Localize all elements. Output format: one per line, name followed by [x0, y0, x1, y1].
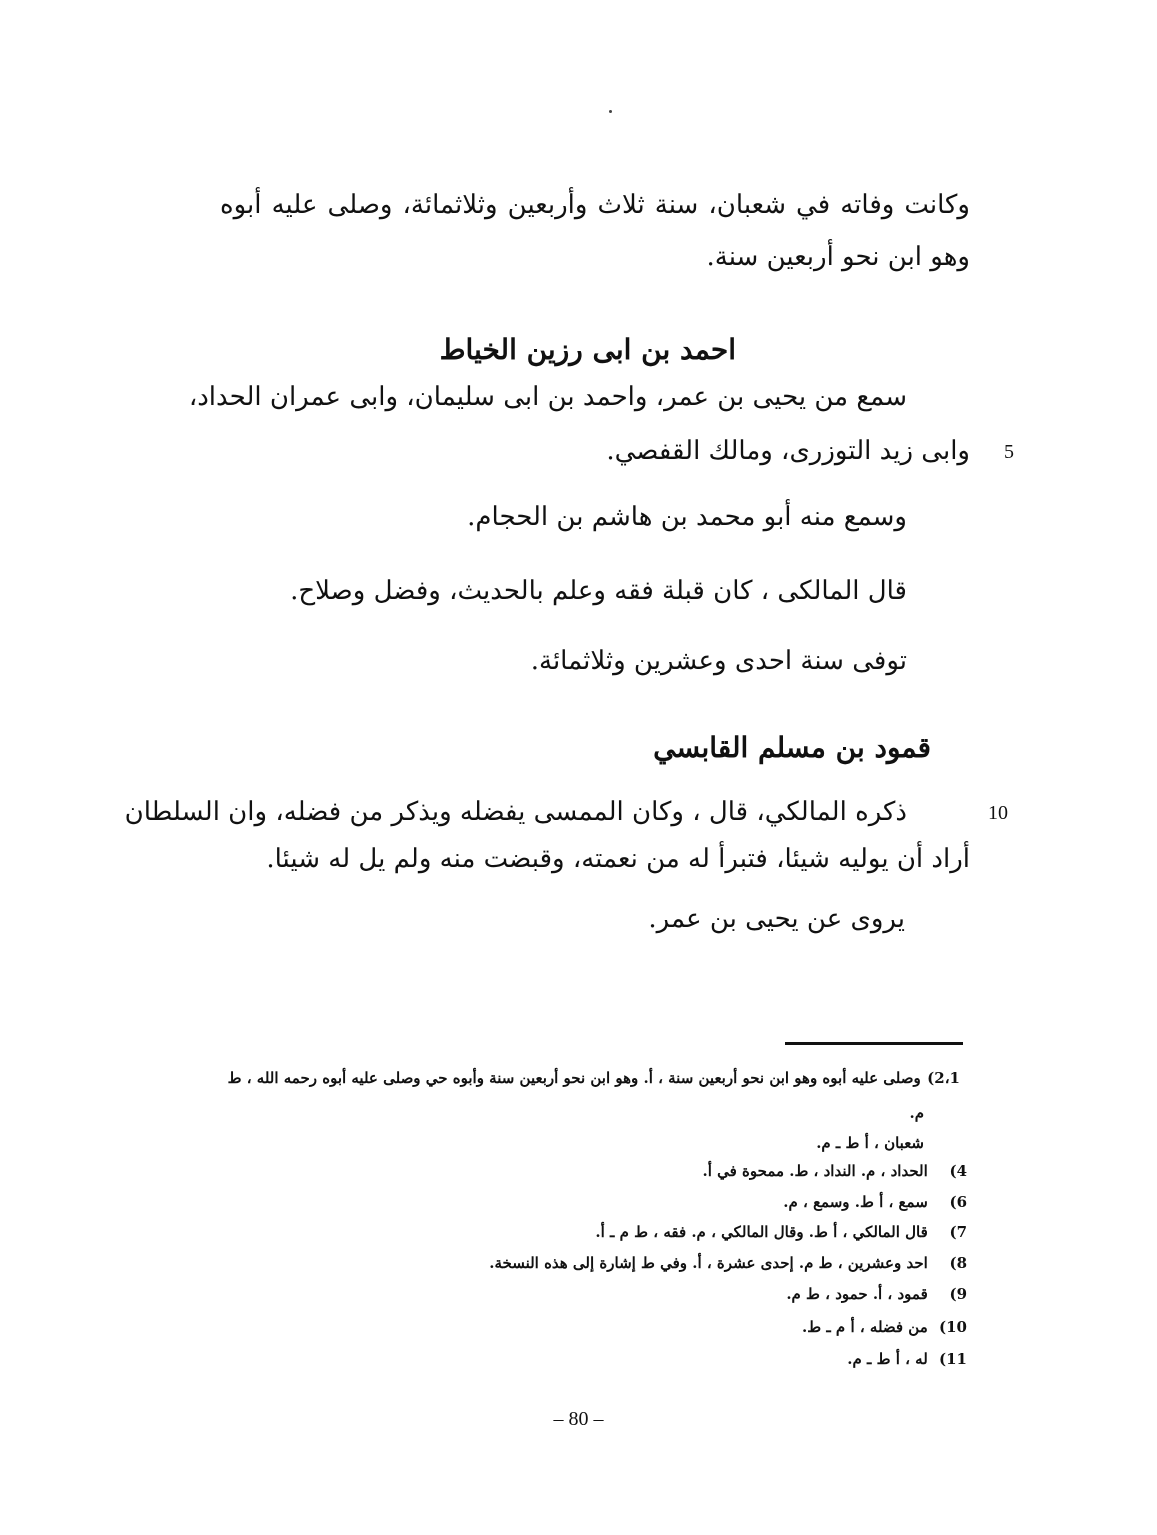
- entry2-line3: وسمع منه أبو محمد بن هاشم بن الحجام.: [467, 502, 907, 532]
- footnote-number: 10): [939, 1318, 967, 1336]
- footnote-text: احد وعشرين ، ط م. إحدى عشرة ، أ. وفي ط إشارة إلى هذه النسخة.: [489, 1254, 928, 1272]
- footnote-item: [703, 1162, 967, 1180]
- footnote-number: 2،1): [927, 1069, 960, 1087]
- entry2-line4: قال المالكى ، كان قبلة فقه وعلم بالحديث، وفضل وصلاح.: [290, 576, 907, 606]
- entry2-line5: توفى سنة احدى وعشرين وثلاثمائة.: [530, 646, 907, 676]
- entry3-line3: يروى عن يحيى بن عمر.: [648, 904, 905, 934]
- footnote-text: له ، أ ط ـ م.: [847, 1350, 928, 1368]
- footnote-item: [786, 1285, 967, 1303]
- entry2-line1: سمع من يحيى بن عمر، واحمد بن ابى سليمان، وابى عمران الحداد،: [188, 382, 907, 412]
- footnote-text: شعبان ، أ ط ـ م.: [816, 1134, 924, 1152]
- footnote-number: 9): [949, 1285, 967, 1303]
- footnote-item: [847, 1350, 967, 1368]
- scan-speck: [609, 110, 612, 113]
- footnote-text: سمع ، أ ط. وسمع ، م.: [783, 1193, 928, 1211]
- footnote-number: 4): [949, 1162, 967, 1180]
- footnote-separator: [785, 1042, 963, 1045]
- footnote-text: وصلى عليه أبوه وهو ابن نحو أربعين سنة ، أ. وهو ابن نحو أربعين سنة وأبوه حي وصلى عليه أبوه رحمه الله ، ط: [227, 1069, 921, 1087]
- footnote-number: 7): [949, 1223, 967, 1241]
- footnote-number: 8): [949, 1254, 967, 1272]
- entry2-heading: احمد بن ابى رزين الخياط: [439, 333, 736, 366]
- page-number: – 80 –: [553, 1408, 604, 1430]
- entry3-heading: قمود بن مسلم القابسي: [653, 731, 931, 764]
- footnote-item: [802, 1318, 967, 1336]
- footnote-continuation: م.: [909, 1104, 924, 1122]
- footnote-text: من فضله ، أ م ـ ط.: [802, 1318, 928, 1336]
- line-number-5: 5: [1004, 441, 1014, 463]
- entry3-line2: أراد أن يوليه شيئا، فتبرأ له من نعمته، وقبضت منه ولم يل له شيئا.: [266, 844, 970, 874]
- footnote-item: [816, 1134, 924, 1152]
- footnote-item: [595, 1223, 967, 1241]
- footnote-number: 11): [939, 1350, 967, 1368]
- footnote-text: قمود ، أ. حمود ، ط م.: [786, 1285, 928, 1303]
- footnote-number: 6): [949, 1193, 967, 1211]
- footnote-item: [783, 1193, 967, 1211]
- footnote-text: قال المالكي ، أ ط. وقال المالكي ، م. فقه ، ط م ـ أ.: [595, 1223, 928, 1241]
- footnote-text: الحداد ، م. النداد ، ط. ممحوة في أ.: [702, 1162, 928, 1180]
- line-number-10: 10: [988, 802, 1008, 824]
- entry1-line1: وكانت وفاته في شعبان، سنة ثلاث وأربعين وثلاثمائة، وصلى عليه أبوه: [220, 190, 970, 220]
- entry1-line2: وهو ابن نحو أربعين سنة.: [706, 242, 970, 272]
- footnote-item: [228, 1069, 960, 1087]
- entry3-line1: ذكره المالكي، قال ، وكان الممسى يفضله ويذكر من فضله، وان السلطان: [124, 797, 907, 827]
- entry2-line2: وابى زيد التوزرى، ومالك القفصي.: [606, 436, 970, 466]
- footnote-item: [489, 1254, 967, 1272]
